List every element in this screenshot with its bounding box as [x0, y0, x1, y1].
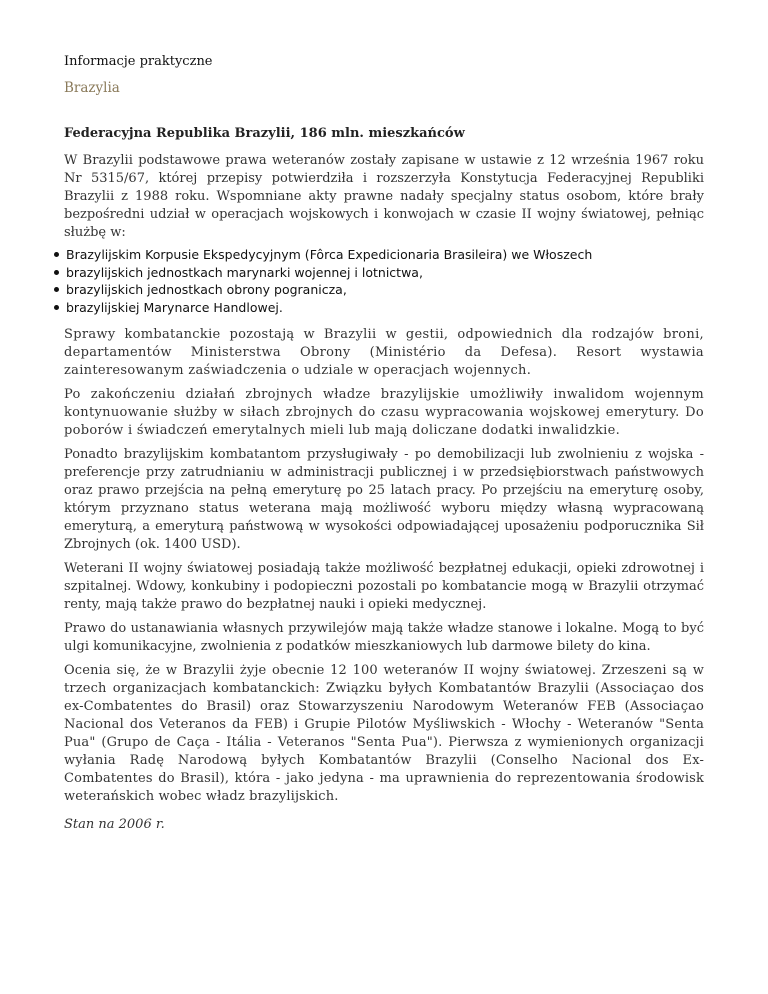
- service-list: [0, 246, 704, 316]
- intro-paragraph: W Brazylii podstawowe prawa weteranów zostały zapisane w ustawie z 12 września 1967 roku Nr 5315/67, której przepisy potwierdziła i rozszerzyła Konstytucja Federacyjnej Republiki Brazylii z 1988 roku. Wspomniane akty prawne nadały specjalny status osobom, które brały bezpośredni udział w operacjach wojskowych i konwojach w czasie II wojny światowej, pełniąc służbę w:: [64, 153, 704, 240]
- bullet-icon: [54, 252, 59, 257]
- list-item: [0, 246, 704, 264]
- list-item-text: brazylijskich jednostkach obrony pogranicza,: [66, 282, 347, 297]
- list-item-text: brazylijskich jednostkach marynarki wojennej i lotnictwa,: [66, 264, 423, 280]
- list-item: [0, 299, 704, 317]
- paragraph-local-privileges: Prawo do ustanawiania własnych przywilejów mają także władze stanowe i lokalne. Mogą to być ulgi komunikacyjne, zwolnienia z podatków mieszkaniowych lub darmowe bilety do kina.: [64, 621, 704, 654]
- list-item-text: Brazylijskim Korpusie Ekspedycyjnym (Fôrca Expedicionaria Brasileira) we Włoszech: [66, 247, 593, 262]
- paragraph-organizations: Ocenia się, że w Brazylii żyje obecnie 12 100 weteranów II wojny światowej. Zrzeszeni są w trzech organizacjach kombatanckich: Związku byłych Kombatantów Brazylii (Associaçao dos ex-Combatentes do Brasil) oraz Stowarzyszeniu Narodowym Weteranów FEB (Associaçao Nacional dos Veteranos da FEB) i Grupie Pilotów Myśliwskich - Włochy - Weteranów "Senta Pua" (Grupo de Caça - Itália - Veteranos "Senta Pua"). Pierwsza z wymienionych organizacji wyłania Radę Narodową byłych Kombatantów Brazylii (Conselho Nacional dos Ex-Combatentes do Brasil), która - jako jedyna - ma uprawnienia do reprezentowania środowisk weterańskich wobec władz brazylijskich.: [64, 663, 704, 804]
- list-item: [0, 281, 704, 299]
- list-item: [0, 264, 704, 282]
- date-stamp: Stan na 2006 r.: [64, 817, 165, 832]
- paragraph-invalids: Po zakończeniu działań zbrojnych władze brazylijskie umożliwiły inwalidom wojennym kontynuowanie służby w siłach zbrojnych do czasu wypracowania wojskowej emerytury. Do poborów i świadczeń emerytalnych mieli lub mają doliczane dodatki inwalidzkie.: [64, 387, 704, 438]
- bullet-icon: [54, 270, 59, 275]
- bullet-icon: [54, 287, 59, 292]
- country-label: Brazylia: [64, 80, 120, 96]
- article-title: Federacyjna Republika Brazylii, 186 mln. mieszkańców: [64, 126, 465, 141]
- paragraph-preferences: Ponadto brazylijskim kombatantom przysługiwały - po demobilizacji lub zwolnieniu z wojska - preferencje przy zatrudnianiu w administracji publicznej i w przedsiębiorstwach państwowych oraz prawo przejścia na pełną emeryturę po 25 latach pracy. Po przejściu na emeryturę osoby, którym przyznano status weterana mają możliwość wyboru między własną wypracowaną emeryturą, a emeryturą państwową w wysokości odpowiadającej uposażeniu podporucznika Sił Zbrojnych (ok. 1400 USD).: [64, 447, 704, 552]
- paragraph-education: Weterani II wojny światowej posiadają także możliwość bezpłatnej edukacji, opieki zdrowotnej i szpitalnej. Wdowy, konkubiny i podopieczni pozostali po kombatancie mogą w Brazylii otrzymać renty, mają także prawo do bezpłatnej nauki i opieki medycznej.: [64, 561, 704, 612]
- list-item-text: brazylijskiej Marynarce Handlowej.: [66, 299, 283, 315]
- paragraph-ministry: Sprawy kombatanckie pozostają w Brazylii w gestii, odpowiednich dla rodzajów broni, departamentów Ministerstwa Obrony (Ministério da Defesa). Resort wystawia zainteresowanym zaświadczenia o udziale w operacjach wojennych.: [64, 327, 704, 378]
- bullet-icon: [54, 305, 59, 310]
- article-page: [64, 52, 704, 834]
- section-label: Informacje praktyczne: [64, 54, 213, 69]
